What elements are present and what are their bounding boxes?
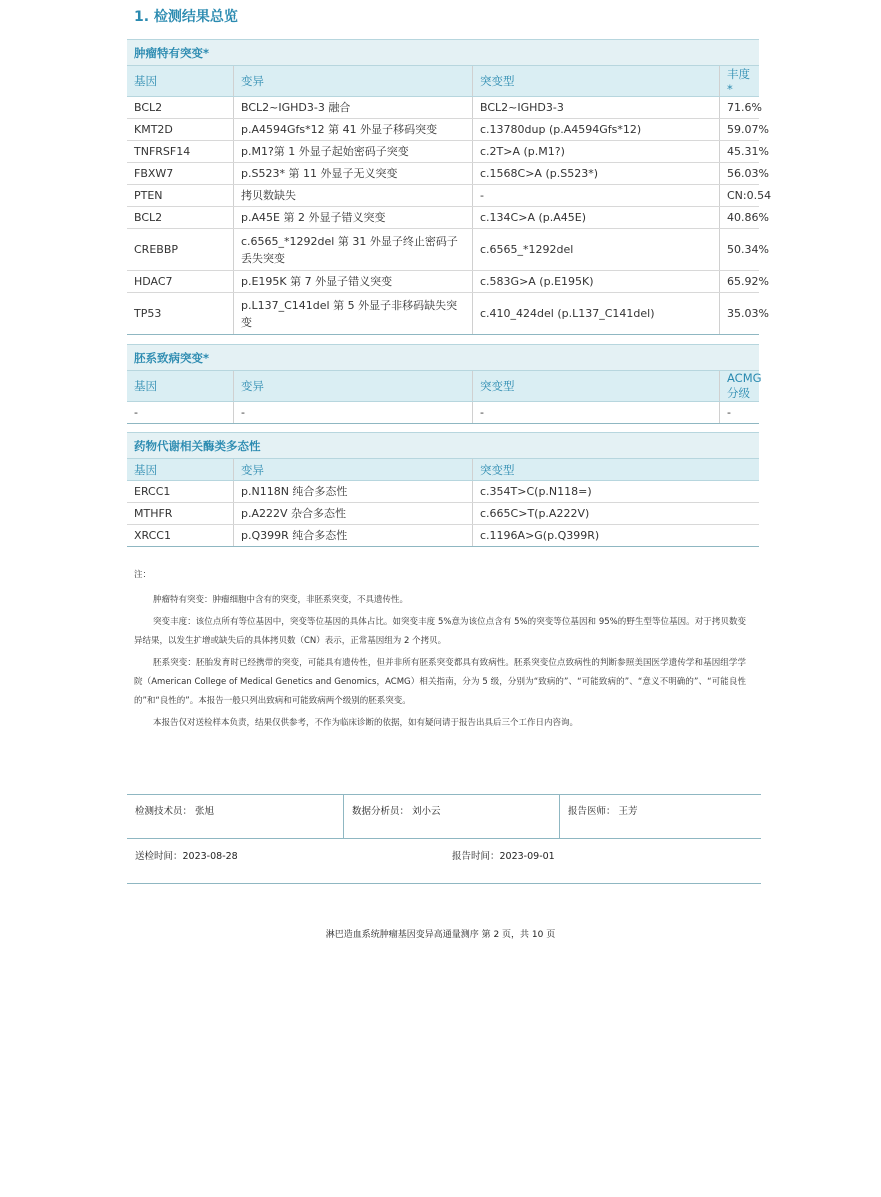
table-row <box>127 229 759 271</box>
variant-cell: p.M1?第 1 外显子起始密码子突变 <box>234 141 473 163</box>
germline-section <box>127 344 762 424</box>
page-footer: 淋巴造血系统肿瘤基因变异高通量测序 第 2 页，共 10 页 <box>325 930 556 940</box>
gene-cell: XRCC1 <box>127 525 234 547</box>
mutation-cell: c.2T>A (p.M1?) <box>473 141 720 163</box>
table-row <box>127 481 759 503</box>
signoff-block <box>127 794 761 884</box>
abundance-cell: 50.34% <box>720 229 760 271</box>
abundance-cell: 40.86% <box>720 207 760 229</box>
column-header: 变异 <box>234 371 473 402</box>
variant-cell: p.L137_C141del 第 5 外显子非移码缺失突变 <box>234 293 473 335</box>
table-header-row <box>127 459 759 481</box>
variant-cell: p.Q399R 纯合多态性 <box>234 525 473 547</box>
variant-cell: p.A222V 杂合多态性 <box>234 503 473 525</box>
page-title: 1. 检测结果总览 <box>134 9 238 25</box>
note-paragraph: 突变丰度：该位点所有等位基因中，突变等位基因的具体占比。如突变丰度 5%意为该位点含有 5%的突变等位基因和 95%的野生型等位基因。对于拷贝数变异结果，以发生扩增或缺失后的具体拷贝数（CN）表示，正常基因组为 2 个拷贝。 <box>134 617 746 646</box>
mutation-cell: c.1568C>A (p.S523*) <box>473 163 720 185</box>
abundance-cell: 59.07% <box>720 119 760 141</box>
column-header: 基因 <box>127 459 234 481</box>
table-header-row <box>127 371 759 402</box>
table-row <box>127 141 759 163</box>
mutation-cell: c.354T>C(p.N118=) <box>473 481 760 503</box>
notes <box>134 566 746 736</box>
tumor-section <box>127 39 772 335</box>
technician: 检测技术员： 张旭 <box>135 806 215 817</box>
column-header: 突变型 <box>473 371 720 402</box>
abundance-cell: 65.92% <box>720 271 760 293</box>
mutation-cell: c.13780dup (p.A4594Gfs*12) <box>473 119 720 141</box>
mutation-cell: - <box>473 402 720 424</box>
column-header: 变异 <box>234 459 473 481</box>
table-row <box>127 207 759 229</box>
mutation-cell: c.6565_*1292del <box>473 229 720 271</box>
abundance-cell: 71.6% <box>720 97 760 119</box>
table-row <box>127 119 759 141</box>
table-row <box>127 97 759 119</box>
submission-date: 送检时间：2023-08-28 <box>135 851 238 862</box>
variant-cell: - <box>234 402 473 424</box>
date-row <box>127 839 761 883</box>
drug-section <box>127 432 759 547</box>
acmg-cell: - <box>720 402 760 424</box>
note-paragraph: 胚系突变：胚胎发育时已经携带的突变，可能具有遗传性，但并非所有胚系突变都具有致病性。胚系突变位点致病性的判断参照美国医学遗传学和基因组学学院（American College of Medical Genetics and Genomics，ACMG）相关指南，分为 5 级，分别为“致病的”、“可能致病的”、“意义不明确的”、“可能良性的”和“良性的”。本报告一般只列出致病和可能致病两个级别的胚系突变。 <box>134 658 746 706</box>
signoff-row <box>127 795 761 839</box>
table-row <box>127 503 759 525</box>
tumor-section-title: 肿瘤特有突变* <box>127 39 759 65</box>
table-row <box>127 293 759 335</box>
mutation-cell: c.1196A>G(p.Q399R) <box>473 525 760 547</box>
data-analyst: 数据分析员： 刘小云 <box>343 795 559 838</box>
table-row <box>127 185 759 207</box>
column-header: ACMG 分级 <box>720 371 760 402</box>
gene-cell: FBXW7 <box>127 163 234 185</box>
gene-cell: ERCC1 <box>127 481 234 503</box>
mutation-cell: c.134C>A (p.A45E) <box>473 207 720 229</box>
gene-cell: TP53 <box>127 293 234 335</box>
abundance-cell: 45.31% <box>720 141 760 163</box>
table-row <box>127 402 759 424</box>
mutation-cell: - <box>473 185 720 207</box>
variant-cell: c.6565_*1292del 第 31 外显子终止密码子丢失突变 <box>234 229 473 271</box>
column-header: 突变型 <box>473 66 720 97</box>
abundance-cell: 35.03% <box>720 293 760 335</box>
variant-cell: p.A4594Gfs*12 第 41 外显子移码突变 <box>234 119 473 141</box>
column-header: 突变型 <box>473 459 760 481</box>
drug-section-title: 药物代谢相关酶类多态性 <box>127 432 759 458</box>
gene-cell: - <box>127 402 234 424</box>
notes-label: 注： <box>134 570 152 580</box>
column-header: 丰度* <box>720 66 760 97</box>
mutation-cell: c.665C>T(p.A222V) <box>473 503 760 525</box>
variant-cell: BCL2~IGHD3-3 融合 <box>234 97 473 119</box>
tumor-table <box>127 65 772 335</box>
variant-cell: p.N118N 纯合多态性 <box>234 481 473 503</box>
table-row <box>127 525 759 547</box>
gene-cell: HDAC7 <box>127 271 234 293</box>
variant-cell: p.E195K 第 7 外显子错义突变 <box>234 271 473 293</box>
gene-cell: BCL2 <box>127 97 234 119</box>
reporting-physician: 报告医师： 王芳 <box>559 795 761 838</box>
variant-cell: 拷贝数缺失 <box>234 185 473 207</box>
germline-table <box>127 370 762 424</box>
abundance-cell: 56.03% <box>720 163 760 185</box>
variant-cell: p.S523* 第 11 外显子无义突变 <box>234 163 473 185</box>
column-header: 基因 <box>127 371 234 402</box>
table-header-row <box>127 66 759 97</box>
gene-cell: PTEN <box>127 185 234 207</box>
gene-cell: TNFRSF14 <box>127 141 234 163</box>
variant-cell: p.A45E 第 2 外显子错义突变 <box>234 207 473 229</box>
abundance-cell: CN:0.54 <box>720 185 760 207</box>
drug-table <box>127 458 759 547</box>
mutation-cell: c.410_424del (p.L137_C141del) <box>473 293 720 335</box>
mutation-cell: c.583G>A (p.E195K) <box>473 271 720 293</box>
germline-section-title: 胚系致病突变* <box>127 344 759 370</box>
column-header: 基因 <box>127 66 234 97</box>
report-date: 报告时间：2023-09-01 <box>452 851 555 862</box>
gene-cell: BCL2 <box>127 207 234 229</box>
gene-cell: KMT2D <box>127 119 234 141</box>
table-row <box>127 271 759 293</box>
mutation-cell: BCL2~IGHD3-3 <box>473 97 720 119</box>
gene-cell: MTHFR <box>127 503 234 525</box>
column-header: 变异 <box>234 66 473 97</box>
note-paragraph: 本报告仅对送检样本负责，结果仅供参考，不作为临床诊断的依据，如有疑问请于报告出具后三个工作日内咨询。 <box>153 718 579 728</box>
gene-cell: CREBBP <box>127 229 234 271</box>
note-paragraph: 肿瘤特有突变：肿瘤细胞中含有的突变，非胚系突变，不具遗传性。 <box>153 595 409 605</box>
table-row <box>127 163 759 185</box>
